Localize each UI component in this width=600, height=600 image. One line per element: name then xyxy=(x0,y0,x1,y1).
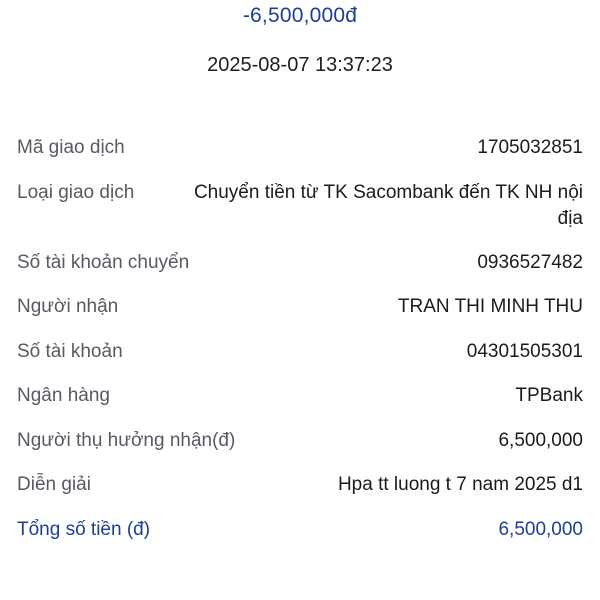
detail-label: Ngân hàng xyxy=(17,385,110,406)
detail-row-transaction-type xyxy=(17,176,583,246)
detail-label: Loại giao dịch xyxy=(17,181,135,203)
transaction-details-list xyxy=(17,131,583,557)
total-label: Tổng số tiền (đ) xyxy=(17,518,151,540)
detail-label: Số tài khoản xyxy=(17,340,123,362)
detail-label: Người thụ hưởng nhận(đ) xyxy=(17,429,236,451)
detail-row-account-number xyxy=(17,335,583,380)
detail-value: 6,500,000 xyxy=(498,429,583,451)
detail-label: Diễn giải xyxy=(17,474,91,495)
detail-row-recipient xyxy=(17,290,583,335)
detail-value: 1705032851 xyxy=(477,137,583,158)
detail-label: Người nhận xyxy=(17,296,119,317)
detail-row-description xyxy=(17,468,583,513)
detail-row-total-amount xyxy=(17,513,583,558)
detail-value: TPBank xyxy=(515,385,583,406)
detail-value: Hpa tt luong t 7 nam 2025 d1 xyxy=(337,474,583,495)
detail-value: Chuyển tiền từ TK Sacombank đến TK NH nội địa xyxy=(193,181,583,229)
detail-row-source-account xyxy=(17,246,583,291)
detail-label: Mã giao dịch xyxy=(17,137,125,158)
transaction-datetime: 2025-08-07 13:37:23 xyxy=(207,54,393,76)
detail-label: Số tài khoản chuyển xyxy=(17,251,190,273)
detail-row-transaction-id xyxy=(17,131,583,176)
detail-value: 04301505301 xyxy=(466,340,583,362)
detail-value: TRAN THI MINH THU xyxy=(397,296,583,317)
transaction-amount: -6,500,000đ xyxy=(242,4,358,27)
detail-row-beneficiary-amount xyxy=(17,424,583,469)
detail-value: 0936527482 xyxy=(477,251,583,273)
total-value: 6,500,000 xyxy=(498,518,583,540)
detail-row-bank xyxy=(17,379,583,424)
